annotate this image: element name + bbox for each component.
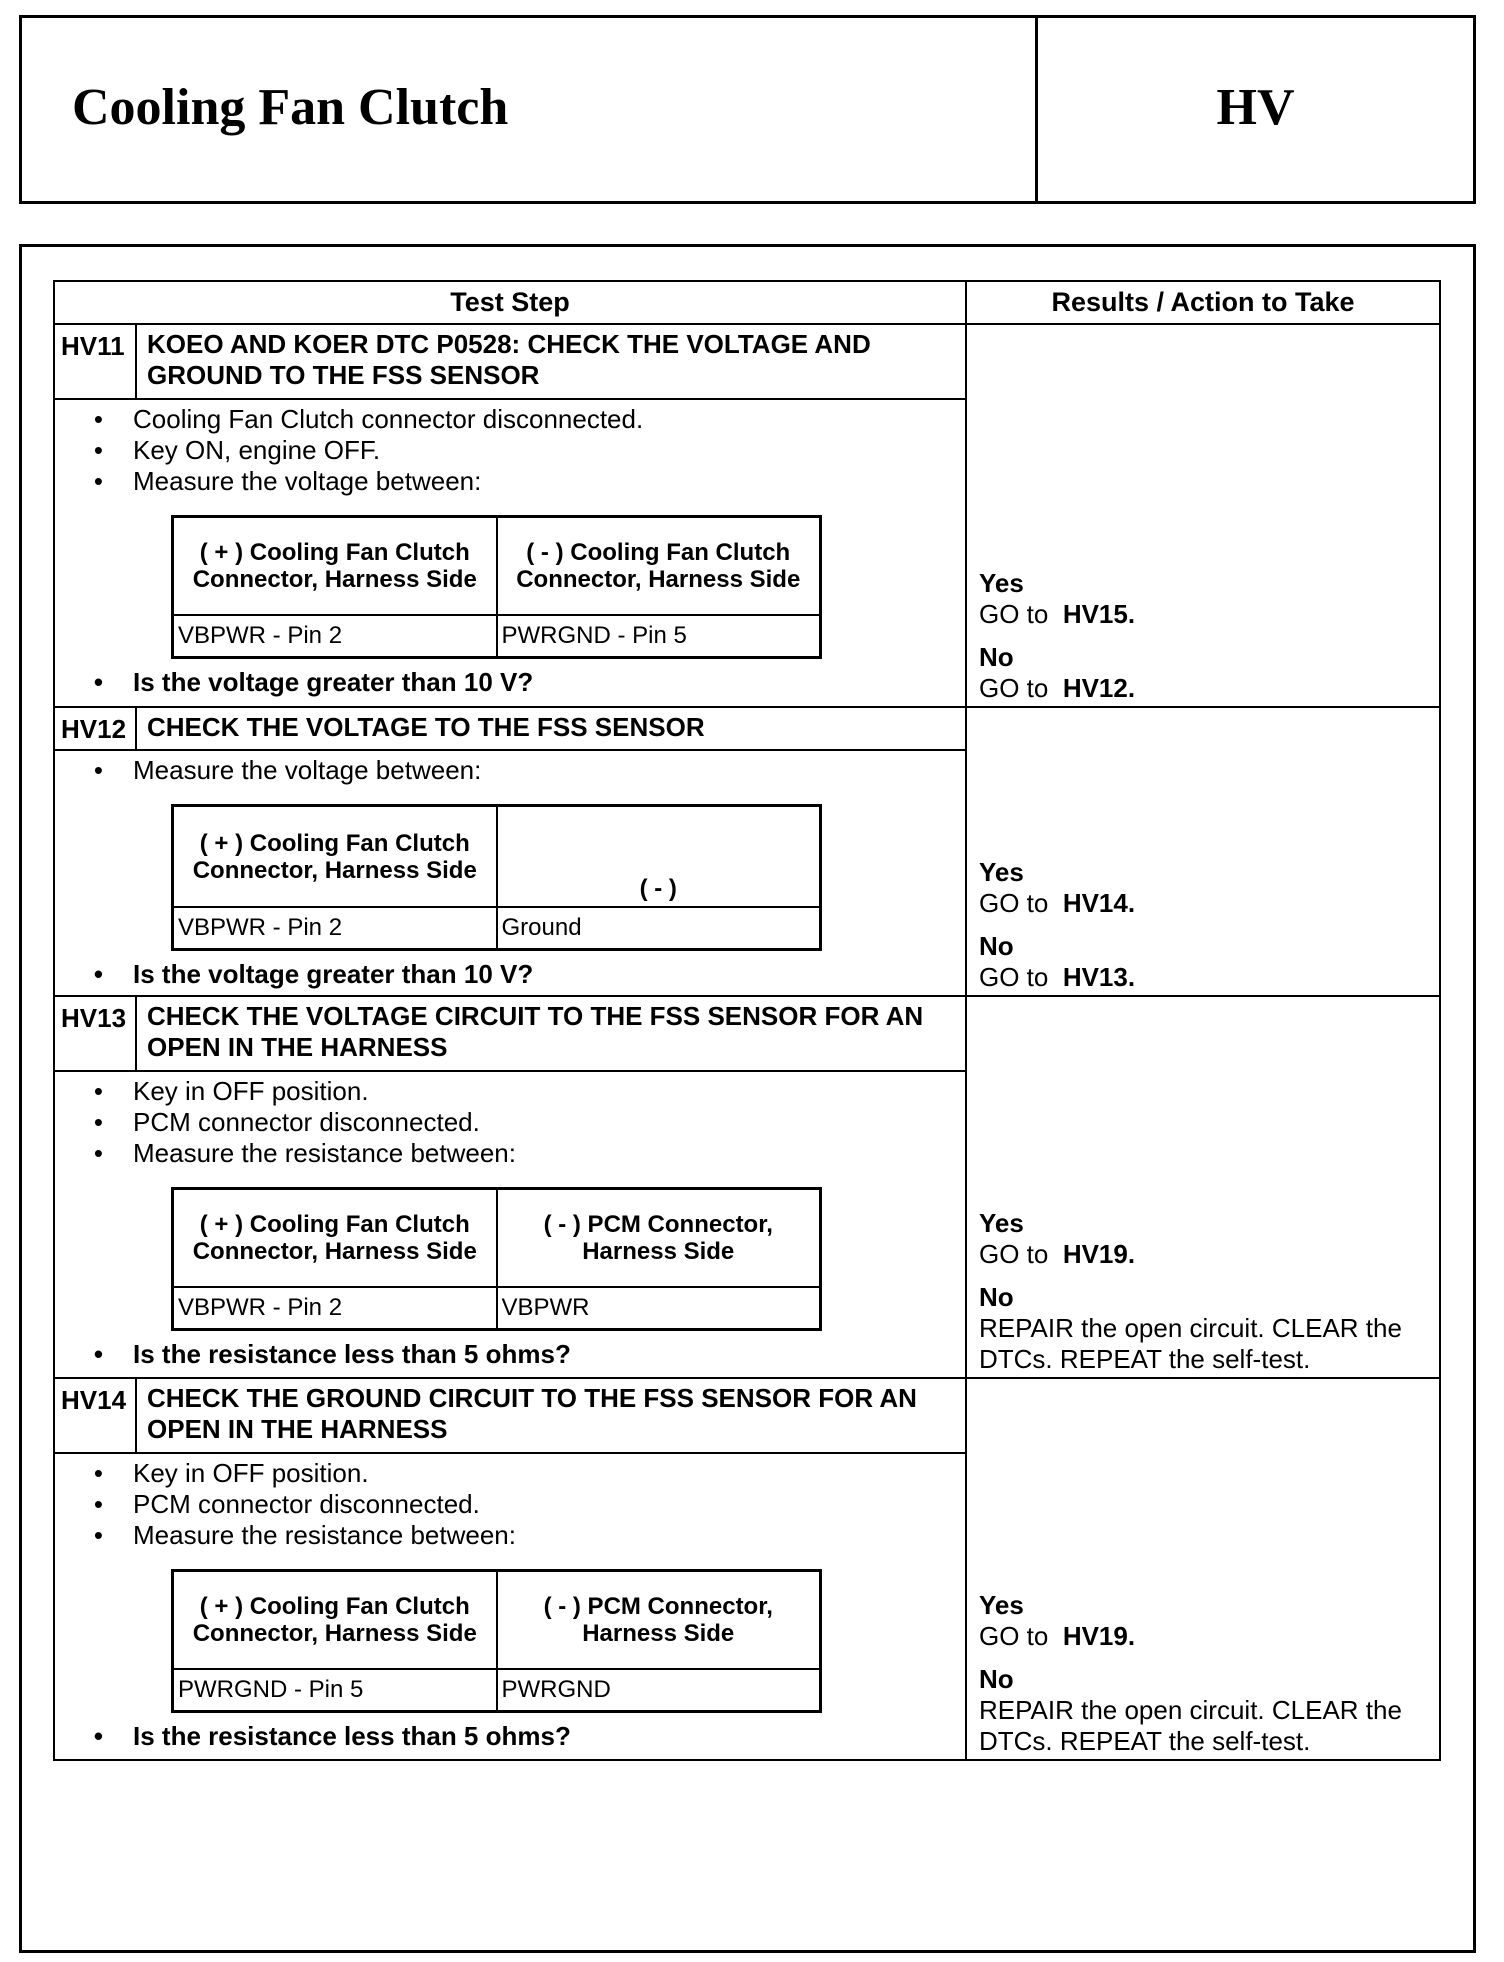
col-results: Results / Action to Take [1051,287,1355,317]
step-title: KOEO AND KOER DTC P0528: CHECK THE VOLTAGE AND GROUND TO THE FSS SENSOR [147,329,871,390]
bullet-icon: • [93,1076,103,1106]
results-cell [967,325,1439,706]
test-step-cell [55,997,967,1377]
no-label: No [979,931,1014,961]
yes-target-link[interactable]: HV14. [1062,888,1136,918]
step-title-row [55,325,965,400]
yes-label: Yes [979,1590,1024,1620]
test-step-row [55,997,1439,1379]
connector-table [171,1569,822,1713]
page-title: Cooling Fan Clutch [72,79,509,136]
test-step-cell [55,325,967,706]
step-title: CHECK THE GROUND CIRCUIT TO THE FSS SENSOR FOR AN OPEN IN THE HARNESS [147,1383,917,1444]
no-label: No [979,1282,1014,1312]
step-question: • Is the resistance less than 5 ohms? [93,1721,571,1751]
positive-lead-header: ( + ) Cooling Fan Clutch Connector, Harness Side [173,1189,497,1288]
yes-label: Yes [979,568,1024,598]
positive-lead-value: VBPWR - Pin 2 [173,1287,497,1330]
test-step-cell [55,708,967,995]
bullet-item [55,1489,965,1520]
bullet-icon: • [93,1489,103,1519]
positive-lead-header: ( + ) Cooling Fan Clutch Connector, Harness Side [173,806,497,908]
yes-target-link[interactable]: HV15. [1062,599,1136,629]
content-frame [19,244,1476,1953]
bullet-icon: • [93,1520,103,1550]
step-question: • Is the voltage greater than 10 V? [93,667,534,697]
bullet-item [55,1520,965,1551]
yes-target-link[interactable]: HV19. [1062,1239,1136,1269]
bullet-text: Key ON, engine OFF. [133,435,381,465]
bullet-icon: • [93,466,103,496]
step-number: HV12 [55,708,137,749]
step-title-row [55,997,965,1072]
negative-lead-header: ( - ) [497,806,821,908]
bullet-text: Cooling Fan Clutch connector disconnected. [133,404,644,434]
bullet-text: Measure the resistance between: [133,1520,516,1550]
positive-lead-value: VBPWR - Pin 2 [173,615,497,658]
test-step-row [55,708,1439,997]
table-header-row [55,282,1439,325]
positive-lead-header: ( + ) Cooling Fan Clutch Connector, Harness Side [173,517,497,616]
bullet-icon: • [93,435,103,465]
connector-table [171,515,822,659]
step-number: HV13 [55,997,137,1070]
col-test-step: Test Step [55,282,967,323]
bullet-icon: • [93,1138,103,1168]
bullet-text: PCM connector disconnected. [133,1107,480,1137]
yes-label: Yes [979,857,1024,887]
yes-label: Yes [979,1208,1024,1238]
negative-lead-value: VBPWR [497,1287,821,1330]
step-number: HV11 [55,325,137,398]
no-label: No [979,642,1014,672]
negative-lead-value: PWRGND [497,1669,821,1712]
yes-action: GO to HV15. [979,599,1136,629]
bullet-icon: • [93,755,103,785]
negative-lead-header: ( - ) PCM Connector, Harness Side [497,1571,821,1670]
bullet-icon: • [93,1107,103,1137]
bullet-text: Measure the resistance between: [133,1138,516,1168]
step-title: CHECK THE VOLTAGE TO THE FSS SENSOR [147,712,705,742]
step-title-row [55,708,965,751]
positive-lead-value: VBPWR - Pin 2 [173,907,497,950]
bullet-item [55,435,965,466]
yes-target-link[interactable]: HV19. [1062,1621,1136,1651]
negative-lead-header: ( - ) Cooling Fan Clutch Connector, Harness Side [497,517,821,616]
step-question: • Is the resistance less than 5 ohms? [93,1339,571,1369]
no-action: GO to HV12. [979,673,1136,703]
bullet-text: Measure the voltage between: [133,755,482,785]
bullet-item [55,755,965,786]
no-target-link[interactable]: HV13. [1062,962,1136,992]
step-number: HV14 [55,1379,137,1452]
no-action: REPAIR the open circuit. CLEAR the DTCs. REPEAT the self-test. [979,1695,1402,1756]
results-cell [967,708,1439,995]
step-question: • Is the voltage greater than 10 V? [93,959,534,989]
results-cell [967,997,1439,1377]
bullet-item [55,1076,965,1107]
no-target-link[interactable]: HV12. [1062,673,1136,703]
step-body [55,400,965,706]
no-action: GO to HV13. [979,962,1136,992]
bullet-icon: • [93,404,103,434]
test-step-row [55,1379,1439,1759]
page-header [19,15,1476,204]
bullet-item [55,404,965,435]
bullet-item [55,466,965,497]
no-action: REPAIR the open circuit. CLEAR the DTCs. REPEAT the self-test. [979,1313,1402,1374]
bullet-text: Measure the voltage between: [133,466,482,496]
negative-lead-value: Ground [497,907,821,950]
step-title-row [55,1379,965,1454]
test-step-cell [55,1379,967,1759]
connector-table [171,804,822,951]
section-code: HV [1216,79,1295,136]
yes-action: GO to HV14. [979,888,1136,918]
bullet-text: Key in OFF position. [133,1458,369,1488]
positive-lead-value: PWRGND - Pin 5 [173,1669,497,1712]
negative-lead-value: PWRGND - Pin 5 [497,615,821,658]
bullet-text: PCM connector disconnected. [133,1489,480,1519]
step-body [55,1454,965,1759]
no-label: No [979,1664,1014,1694]
bullet-item [55,1107,965,1138]
test-step-table [53,280,1441,1761]
yes-action: GO to HV19. [979,1239,1136,1269]
step-body [55,1072,965,1377]
bullet-item [55,1458,965,1489]
connector-table [171,1187,822,1331]
positive-lead-header: ( + ) Cooling Fan Clutch Connector, Harness Side [173,1571,497,1670]
yes-action: GO to HV19. [979,1621,1136,1651]
negative-lead-header: ( - ) PCM Connector, Harness Side [497,1189,821,1288]
step-body [55,751,965,995]
bullet-icon: • [93,1458,103,1488]
results-cell [967,1379,1439,1759]
bullet-item [55,1138,965,1169]
bullet-text: Key in OFF position. [133,1076,369,1106]
test-step-row [55,325,1439,708]
step-title: CHECK THE VOLTAGE CIRCUIT TO THE FSS SENSOR FOR AN OPEN IN THE HARNESS [147,1001,924,1062]
